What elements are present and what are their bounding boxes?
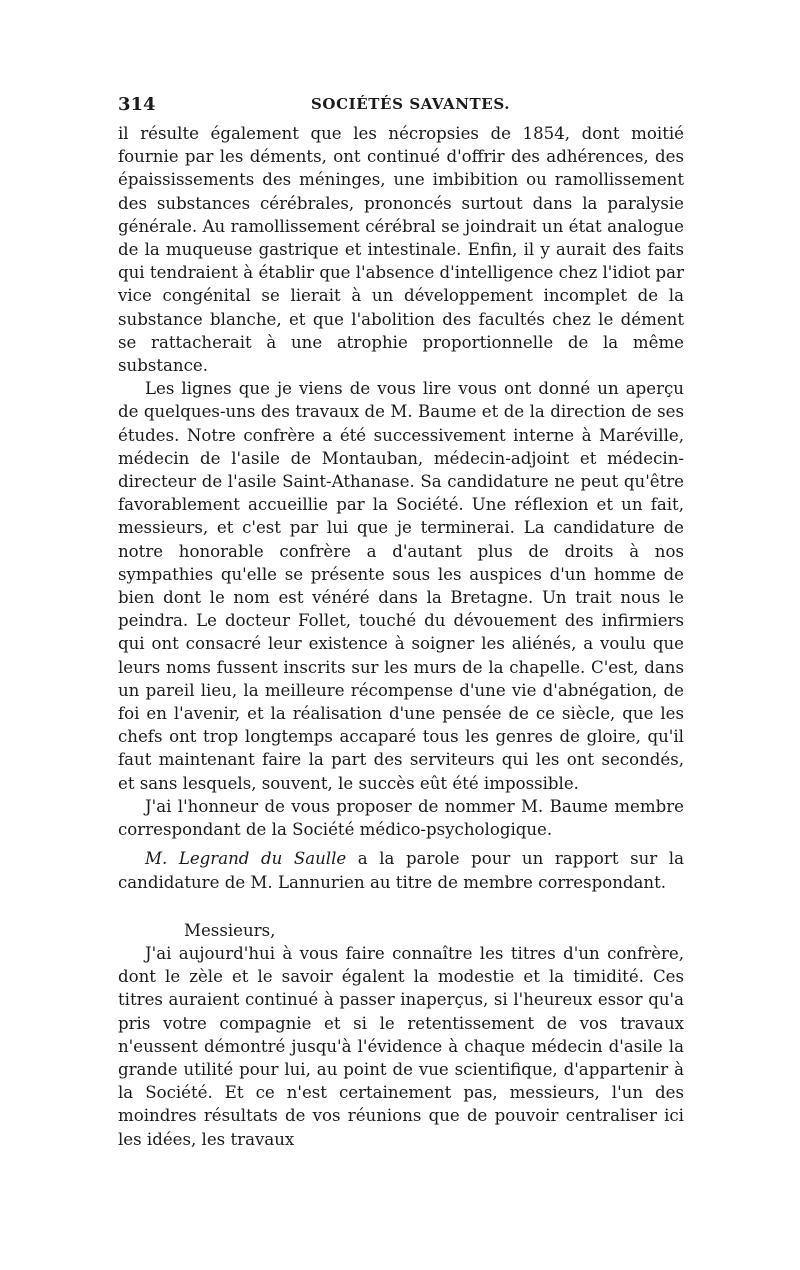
speaker-text: a la parole pour un rapport sur la candidature de M. Lannurien au titre de membre correspondant. [118, 849, 684, 892]
book-page [118, 92, 684, 1151]
running-title: SOCIÉTÉS SAVANTES. [311, 95, 511, 113]
paragraph-necropsies: il résulte également que les nécropsies de 1854, dont moitié fournie par les déments, ont continué d'offrir des adhérences, des épaississements des méninges, une imbibition ou ramollissement des substances cérébrales, prononcés surtout dans la paralysie générale. Au ramollissement cérébral se joindrait un état analogue de la muqueuse gastrique et intestinale. Enfin, il y aurait des faits qui tendraient à établir que l'absence d'intelligence chez l'idiot par vice congénital se lierait à un développement incomplet de la substance blanche, et que l'abolition des facultés chez le dément se rattacherait à une atrophie proportionnelle de la même substance. [118, 124, 684, 376]
page-number: 314 [118, 94, 156, 115]
paragraph-proposal: J'ai l'honneur de vous proposer de nommer M. Baume membre correspondant de la Société médico-psychologique. [118, 796, 684, 840]
paragraph-baume-works: Les lignes que je viens de vous lire vous ont donné un aperçu de quelques-uns des travaux de M. Baume et de la direction de ses études. Notre confrère a été successivement interne à Maréville, médecin de l'asile de Montauban, médecin-adjoint et médecin-directeur de l'asile Saint-Athanase. Sa candidature ne peut qu'être favorablement accueillie par la Société. Une réflexion et un fait, messieurs, et c'est par lui que je terminerai. La candidature de notre honorable confrère a d'autant plus de droits à nos sympathies qu'elle se présente sous les auspices d'un homme de bien dont le nom est vénéré dans la Bretagne. Un trait nous le peindra. Le docteur Follet, touché du dévouement des infirmiers qui ont consacré leur existence à soigner les aliénés, a voulu que leurs noms fussent inscrits sur les murs de la chapelle. C'est, dans un pareil lieu, la meilleure récompense d'une vie d'abnégation, de foi en l'avenir, et la réalisation d'une pensée de ce siècle, que les chefs ont trop longtemps accaparé tous les genres de gloire, qu'il faut maintenant faire la part des serviteurs qui les ont secondés, et sans lesquels, souvent, le succès eût été impossible. [118, 379, 684, 793]
salutation: Messieurs, [184, 920, 276, 940]
paragraph-legrand-report [118, 847, 684, 893]
speaker-name: M. Legrand du Saulle [145, 849, 347, 869]
running-head [118, 92, 684, 122]
body-text [118, 122, 684, 1151]
paragraph-lannurien: J'ai aujourd'hui à vous faire connaître les titres d'un confrère, dont le zèle et le savoir égalent la modestie et la timidité. Ces titres auraient continué à passer inaperçus, si l'heureux essor qu'a pris votre compagnie et si le retentissement de vos travaux n'eussent démontré jusqu'à l'évidence à chaque médecin d'asile la grande utilité pour lui, au point de vue scientifique, d'appartenir à la Société. Et ce n'est certainement pas, messieurs, l'un des moindres résultats de vos réunions que de pouvoir centraliser ici les idées, les travaux [118, 943, 684, 1149]
